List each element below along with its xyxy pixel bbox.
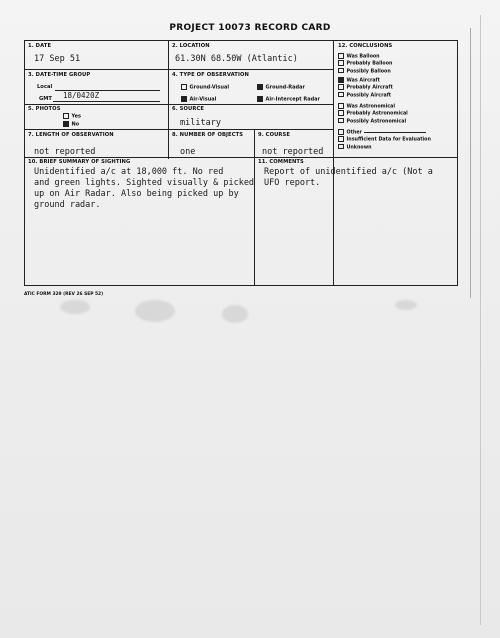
number-of-objects-label: 8. NUMBER OF OBJECTS [172, 132, 244, 138]
summary-line: and green lights. Sighted visually & picked [34, 178, 255, 188]
location-label: 2. LOCATION [172, 43, 210, 49]
photos-no-checkbox [63, 121, 69, 127]
course-label: 9. COURSE [258, 132, 290, 138]
scan-smudge [395, 300, 417, 310]
form-footer: ATIC FORM 329 (REV 26 SEP 52) [24, 292, 104, 297]
conclusion-checkbox [338, 60, 344, 66]
record-card [24, 40, 458, 286]
air-intercept-radar-option [257, 96, 320, 102]
conclusion-option: Possibly Astronomical [338, 118, 408, 125]
source-label: 6. SOURCE [172, 106, 204, 112]
conclusion-option: Was Balloon [338, 53, 392, 60]
length-of-observation-value: not reported [34, 147, 96, 157]
date-label: 1. DATE [28, 43, 52, 49]
conclusion-option: Was Astronomical [338, 103, 408, 110]
conclusion-checkbox [338, 129, 344, 135]
conclusion-option: Was Aircraft [338, 77, 393, 84]
gmt-value: 18/0420Z [63, 91, 100, 100]
source-value: military [180, 118, 221, 128]
divider [25, 129, 333, 130]
divider [25, 69, 333, 70]
summary-line: up on Air Radar. Also being picked up by [34, 189, 239, 199]
gmt-label: GMT [39, 96, 52, 102]
ground-visual-option [181, 84, 229, 90]
summary-line: Unidentified a/c at 18,000 ft. No red [34, 167, 224, 177]
conclusion-checkbox [338, 77, 344, 83]
divider [254, 129, 255, 159]
scan-edge [480, 15, 481, 625]
divider [254, 157, 255, 285]
ground-visual-label: Ground-Visual [189, 84, 230, 91]
air-visual-checkbox [181, 96, 187, 102]
local-label: Local [37, 84, 53, 90]
conclusion-option: Probably Aircraft [338, 84, 393, 91]
conclusion-checkbox [338, 103, 344, 109]
ground-radar-checkbox [257, 84, 263, 90]
conclusions-group-aircraft [338, 77, 393, 99]
scan-edge [470, 28, 471, 298]
card-title: PROJECT 10073 RECORD CARD [169, 23, 331, 33]
photos-yes-checkbox [63, 113, 69, 119]
conclusions-label: 12. CONCLUSIONS [338, 43, 393, 49]
scan-smudge [135, 300, 175, 322]
conclusion-checkbox [338, 110, 344, 116]
course-value: not reported [262, 147, 324, 157]
scan-smudge [222, 305, 248, 323]
air-intercept-radar-checkbox [257, 96, 263, 102]
date-time-group-label: 3. DATE-TIME GROUP [28, 72, 91, 78]
photos-no-label: No [71, 121, 80, 128]
ground-radar-label: Ground-Radar [265, 84, 305, 91]
conclusions-group-balloon [338, 53, 392, 75]
comments-line: UFO report. [264, 178, 321, 188]
conclusions-group-astronomical [338, 103, 408, 125]
length-of-observation-label: 7. LENGTH OF OBSERVATION [28, 132, 114, 138]
conclusion-checkbox [338, 92, 344, 98]
conclusion-checkbox [338, 136, 344, 142]
air-intercept-radar-label: Air-Intercept Radar [265, 96, 320, 103]
conclusion-checkbox [338, 118, 344, 124]
conclusion-checkbox [338, 144, 344, 150]
conclusion-option: Possibly Aircraft [338, 92, 393, 99]
conclusion-checkbox [338, 84, 344, 90]
ground-radar-option [257, 84, 305, 90]
photos-yes-option [63, 113, 81, 119]
air-visual-option [181, 96, 216, 102]
conclusion-option: Probably Astronomical [338, 110, 408, 117]
photos-yes-label: Yes [71, 113, 82, 120]
photos-no-option [63, 121, 79, 127]
divider [168, 131, 169, 159]
conclusion-option: Possibly Balloon [338, 68, 392, 75]
conclusion-option: Insufficient Data for Evaluation [338, 136, 431, 143]
scan-smudge [60, 300, 90, 314]
number-of-objects-value: one [180, 147, 196, 157]
divider [333, 41, 334, 285]
air-visual-label: Air-Visual [189, 96, 217, 103]
ground-visual-checkbox [181, 84, 187, 90]
photos-label: 5. PHOTOS [28, 106, 61, 112]
brief-summary-label: 10. BRIEF SUMMARY OF SIGHTING [28, 159, 131, 165]
conclusion-checkbox [338, 53, 344, 59]
conclusion-option: Probably Balloon [338, 60, 392, 67]
type-of-observation-label: 4. TYPE OF OBSERVATION [172, 72, 249, 78]
location-value: 61.30N 68.50W (Atlantic) [175, 54, 298, 64]
conclusion-checkbox [338, 68, 344, 74]
conclusion-option: Unknown [338, 144, 431, 151]
conclusion-option: Other [338, 129, 431, 136]
summary-line: ground radar. [34, 200, 101, 210]
comments-label: 11. COMMENTS [258, 159, 304, 165]
gmt-underline [53, 101, 160, 102]
comments-line: Report of unidentified a/c (Not a [264, 167, 433, 177]
conclusions-group-other [338, 129, 431, 151]
date-value: 17 Sep 51 [34, 54, 81, 64]
